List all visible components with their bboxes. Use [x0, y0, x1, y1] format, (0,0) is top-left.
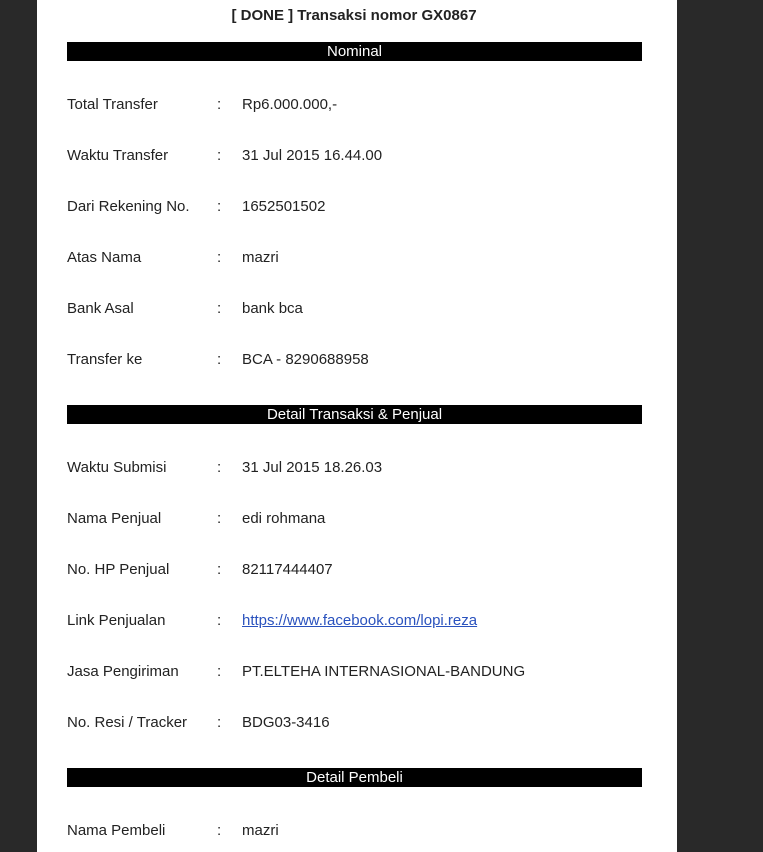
- field-value: bank bca: [242, 300, 303, 317]
- field-value: 1652501502: [242, 198, 326, 215]
- row-dari-rekening: [67, 197, 642, 217]
- field-value: BCA - 8290688958: [242, 351, 369, 368]
- row-atas-nama: [67, 248, 642, 268]
- field-label: No. HP Penjual: [67, 561, 170, 578]
- field-separator: :: [217, 612, 222, 629]
- field-separator: :: [217, 198, 222, 215]
- field-value: mazri: [242, 822, 279, 839]
- field-value: Rp6.000.000,-: [242, 96, 338, 113]
- document-title: [ DONE ] Transaksi nomor GX0867: [231, 7, 477, 24]
- field-label: Total Transfer: [67, 96, 158, 113]
- field-separator: :: [217, 510, 222, 527]
- field-label: Waktu Submisi: [67, 459, 167, 476]
- field-value: 31 Jul 2015 16.44.00: [242, 147, 383, 164]
- field-value-link: [242, 611, 477, 631]
- field-separator: :: [217, 459, 222, 476]
- field-separator: :: [217, 663, 222, 680]
- field-label: Nama Penjual: [67, 510, 162, 527]
- field-value: 31 Jul 2015 18.26.03: [242, 459, 383, 476]
- field-separator: :: [217, 351, 222, 368]
- row-no-hp-penjual: [67, 560, 642, 580]
- row-no-resi: [67, 713, 642, 733]
- field-separator: :: [217, 300, 222, 317]
- field-separator: :: [217, 147, 222, 164]
- row-transfer-ke: [67, 350, 642, 370]
- field-label: No. Resi / Tracker: [67, 714, 188, 731]
- seller-facebook-link[interactable]: https://www.facebook.com/lopi.reza: [242, 612, 478, 629]
- row-link-penjualan: [67, 611, 642, 631]
- field-label: Transfer ke: [67, 351, 143, 368]
- field-label: Atas Nama: [67, 249, 142, 266]
- field-separator: :: [217, 561, 222, 578]
- row-waktu-transfer: [67, 146, 642, 166]
- field-label: Bank Asal: [67, 300, 134, 317]
- row-nama-pembeli: [67, 821, 642, 841]
- field-separator: :: [217, 96, 222, 113]
- field-label: Dari Rekening No.: [67, 198, 190, 215]
- field-separator: :: [217, 249, 222, 266]
- field-value: edi rohmana: [242, 510, 326, 527]
- field-value: BDG03-3416: [242, 714, 330, 731]
- section-header-nominal: Nominal: [67, 42, 642, 61]
- field-separator: :: [217, 714, 222, 731]
- field-label: Link Penjualan: [67, 612, 166, 629]
- document-page: [37, 0, 677, 852]
- row-bank-asal: [67, 299, 642, 319]
- field-separator: :: [217, 822, 222, 839]
- field-value: 82117444407: [242, 561, 333, 578]
- row-jasa-pengiriman: [67, 662, 642, 682]
- row-nama-penjual: [67, 509, 642, 529]
- field-label: Nama Pembeli: [67, 822, 166, 839]
- field-label: Jasa Pengiriman: [67, 663, 179, 680]
- field-label: Waktu Transfer: [67, 147, 169, 164]
- field-value: mazri: [242, 249, 279, 266]
- row-total-transfer: [67, 95, 642, 115]
- field-value: PT.ELTEHA INTERNASIONAL-BANDUNG: [242, 663, 526, 680]
- section-header-detail-transaksi: Detail Transaksi & Penjual: [67, 405, 642, 424]
- section-header-detail-pembeli: Detail Pembeli: [67, 768, 642, 787]
- row-waktu-submisi: [67, 458, 642, 478]
